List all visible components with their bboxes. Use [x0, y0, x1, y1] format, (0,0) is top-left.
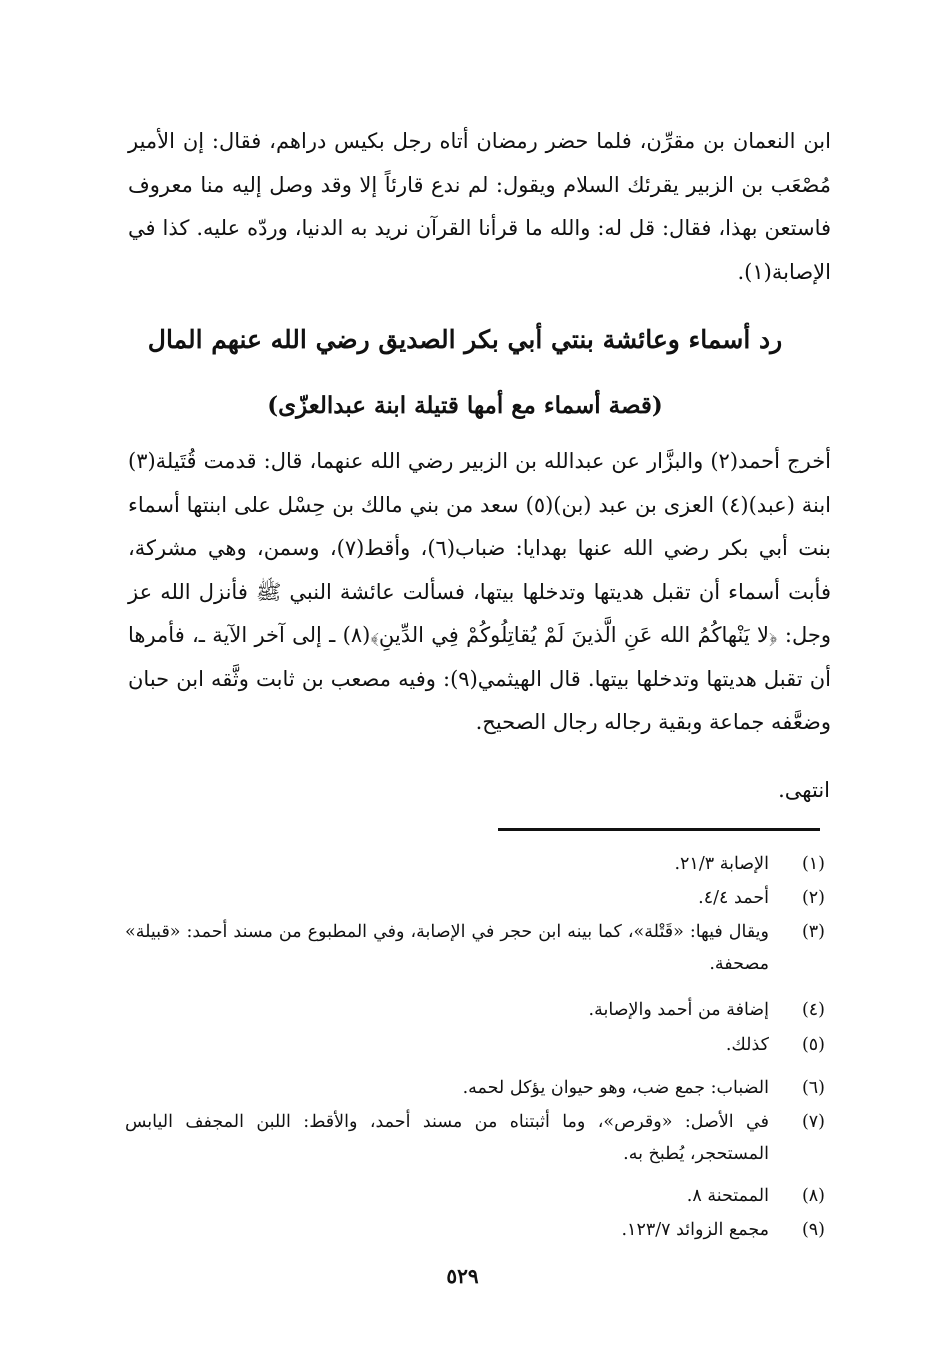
footnote-1: [125, 848, 825, 880]
body-paragraph-1: ابن النعمان بن مقرِّن، فلما حضر رمضان أتاه رجل بكيس دراهم، فقال: إن الأمير مُصْعَب بن الزبير يقرئك السلام ويقول: لم ندع قارئاً إلا وقد وصل إليه منا معروف فاستعن بهذا، فقال: قل له: والله ما قرأنا القرآن نريد به الدنيا، وردّه عليه. كذا في الإصابة(١).: [128, 129, 831, 284]
footnote-4: [125, 994, 825, 1026]
footnote-6: [125, 1072, 825, 1104]
end-marker: انتهى.: [778, 778, 830, 802]
footnote-number: (٧): [801, 1112, 825, 1132]
page-number: ٥٢٩: [446, 1264, 479, 1288]
footnote-text: في الأصل: «وقرص»، وما أثبتناه من مسند أحمد، والأقط: اللبن المجفف اليابس المستحجر، يُطبخ به.: [125, 1112, 769, 1164]
footnote-text: الممتحنة ٨.: [686, 1186, 769, 1206]
footnote-2: [125, 882, 825, 914]
footnote-text: ويقال فيها: «قَتْلة»، كما بينه ابن حجر في الإصابة، وفي المطبوع من مسند أحمد: «قبيلة» مصحفة.: [125, 922, 769, 974]
footnote-number: (٨): [801, 1186, 825, 1206]
footnote-9: [125, 1214, 825, 1246]
footnote-7: [125, 1106, 825, 1170]
footnote-8: [125, 1180, 825, 1212]
footnote-text: الضباب: جمع ضب، وهو حيوان يؤكل لحمه.: [462, 1078, 769, 1098]
section-subheading: (قصة أسماء مع أمها قتيلة ابنة عبدالعزّى): [267, 392, 663, 419]
footnote-5: [125, 1029, 825, 1061]
footnote-number: (١): [801, 854, 825, 874]
footnote-text: مجمع الزوائد ١٢٣/٧.: [621, 1220, 769, 1240]
section-heading: رد أسماء وعائشة بنتي أبي بكر الصديق رضي الله عنهم المال: [147, 325, 783, 354]
footnote-number: (٢): [801, 888, 825, 908]
footnote-divider: [498, 828, 820, 831]
footnote-3: [125, 916, 825, 980]
body-paragraph-2: أخرج أحمد(٢) والبزَّار عن عبدالله بن الزبير رضي الله عنهما، قال: قدمت قُتَيلة(٣) ابنة (عبد)(٤) العزى بن عبد (بن)(٥) سعد من بني مالك بن حِسْل على ابنتها أسماء بنت أبي بكر رضي الله عنها بهدايا: ضباب(٦)، وأقط(٧)، وسمن، وهي مشركة، فأبت أسماء أن تقبل هديتها وتدخلها بيتها، فسألت عائشة النبي ﷺ فأنزل الله عز وجل: ﴿لا يَنْهاكُمُ الله عَنِ الَّذينَ لَمْ يُقاتِلُوكُمْ فِي الدِّينِ﴾(٨) ـ إلى آخر الآية ـ، فأمرها أن تقبل هديتها وتدخلها بيتها. قال الهيثمي(٩): وفيه مصعب بن ثابت وثَّقه ابن حبان وضعَّفه جماعة وبقية رجاله رجال الصحيح.: [128, 449, 832, 734]
footnote-text: إضافة من أحمد والإصابة.: [588, 1000, 769, 1020]
footnote-number: (٥): [801, 1035, 825, 1055]
footnote-text: الإصابة ٢١/٣.: [674, 854, 769, 874]
footnote-number: (٣): [801, 922, 825, 942]
footnote-text: أحمد ٤/٤.: [698, 888, 769, 908]
footnote-number: (٩): [801, 1220, 825, 1240]
footnote-number: (٦): [801, 1078, 825, 1098]
footnote-number: (٤): [801, 1000, 825, 1020]
footnote-text: كذلك.: [725, 1035, 769, 1055]
